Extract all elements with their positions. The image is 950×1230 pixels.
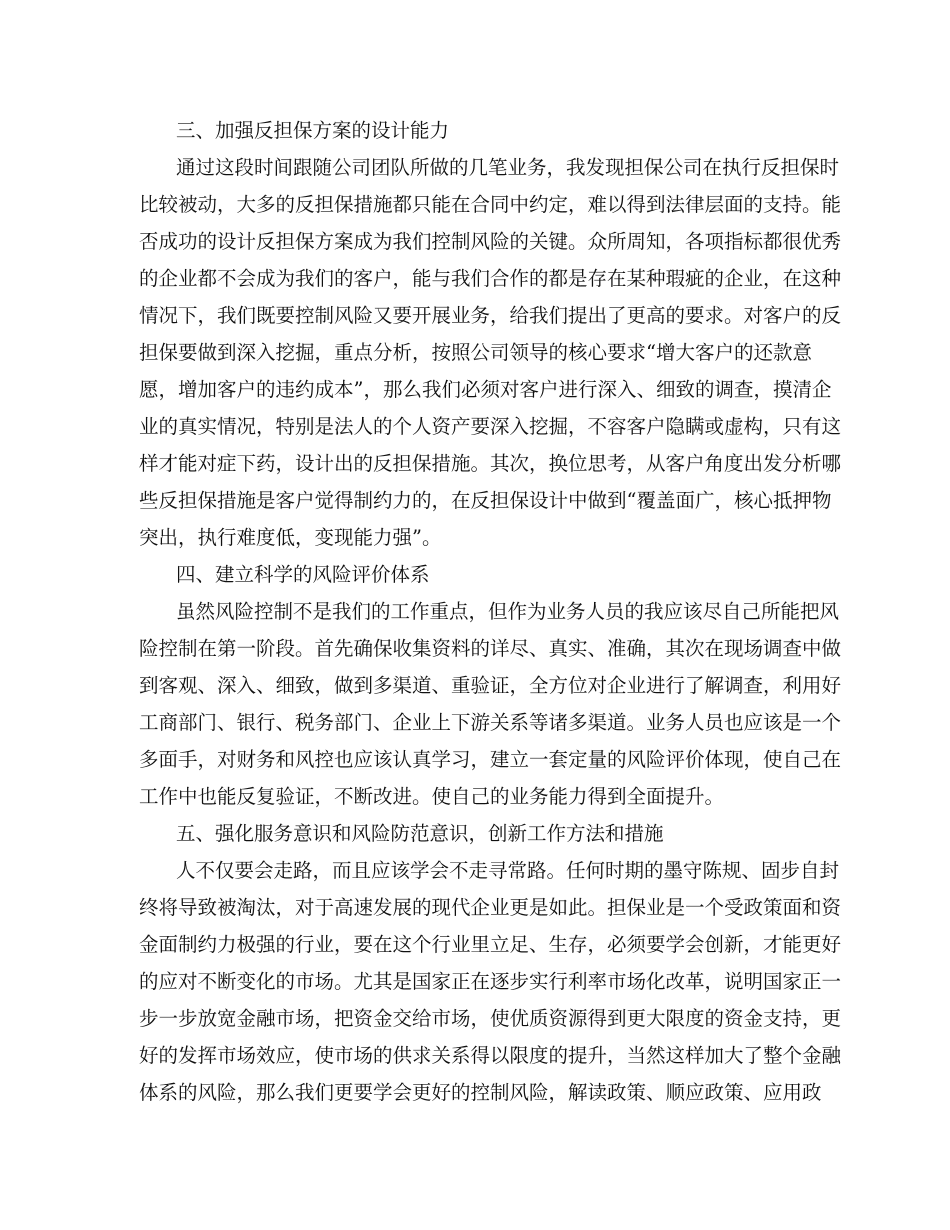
- paragraph-line: 工作中也能反复验证，不断改进。使自己的业务能力得到全面提升。: [139, 785, 725, 808]
- section-heading: 五、强化服务意识和风险防范意识，创新工作方法和措施: [176, 822, 664, 845]
- paragraph-line: 的企业都不会成为我们的客户，能与我们合作的都是存在某种瑕疵的企业，在这种: [139, 267, 842, 290]
- paragraph-line: 金面制约力极强的行业，要在这个行业里立足、生存，必须要学会创新，才能更好: [139, 933, 842, 956]
- paragraph-line: 通过这段时间跟随公司团队所做的几笔业务，我发现担保公司在执行反担保时: [176, 156, 840, 179]
- paragraph-line: 否成功的设计反担保方案成为我们控制风险的关键。众所周知，各项指标都很优秀: [139, 230, 842, 253]
- paragraph-line: 人不仅要会走路，而且应该学会不走寻常路。任何时期的墨守陈规、固步自封: [176, 859, 840, 882]
- paragraph-line: 虽然风险控制不是我们的工作重点，但作为业务人员的我应该尽自己所能把风: [176, 600, 840, 623]
- paragraph-line: 比较被动，大多的反担保措施都只能在合同中约定，难以得到法律层面的支持。能: [139, 193, 842, 216]
- paragraph-line: 突出，执行难度低，变现能力强”。: [139, 526, 442, 549]
- paragraph-line: 担保要做到深入挖掘，重点分析，按照公司领导的核心要求“增大客户的还款意: [139, 341, 812, 364]
- paragraph-line: 些反担保措施是客户觉得制约力的，在反担保设计中做到“覆盖面广，核心抵押物: [139, 489, 832, 512]
- paragraph-line: 多面手，对财务和风控也应该认真学习，建立一套定量的风险评价体现，使自己在: [139, 748, 842, 771]
- paragraph-line: 终将导致被淘汰，对于高速发展的现代企业更是如此。担保业是一个受政策面和资: [139, 896, 842, 919]
- paragraph-line: 业的真实情况，特别是法人的个人资产要深入挖掘，不容客户隐瞒或虚构，只有这: [139, 415, 842, 438]
- paragraph-line: 到客观、深入、细致，做到多渠道、重验证，全方位对企业进行了解调查，利用好: [139, 674, 842, 697]
- paragraph-line: 险控制在第一阶段。首先确保收集资料的详尽、真实、准确，其次在现场调查中做: [139, 637, 842, 660]
- paragraph-line: 步一步放宽金融市场，把资金交给市场，使优质资源得到更大限度的资金支持，更: [139, 1007, 842, 1030]
- paragraph-line: 体系的风险，那么我们更要学会更好的控制风险，解读政策、顺应政策、应用政: [139, 1081, 822, 1104]
- paragraph-line: 的应对不断变化的市场。尤其是国家正在逐步实行利率市场化改革，说明国家正一: [139, 970, 842, 993]
- paragraph-line: 情况下，我们既要控制风险又要开展业务，给我们提出了更高的要求。对客户的反: [139, 304, 842, 327]
- paragraph-line: 样才能对症下药，设计出的反担保措施。其次，换位思考，从客户角度出发分析哪: [139, 452, 842, 475]
- section-heading: 四、建立科学的风险评价体系: [176, 563, 430, 586]
- section-heading: 三、加强反担保方案的设计能力: [176, 119, 450, 142]
- paragraph-line: 工商部门、银行、税务部门、企业上下游关系等诸多渠道。业务人员也应该是一个: [139, 711, 842, 734]
- paragraph-line: 愿，增加客户的违约成本”，那么我们必须对客户进行深入、细致的调查，摸清企: [139, 378, 832, 401]
- paragraph-line: 好的发挥市场效应，使市场的供求关系得以限度的提升，当然这样加大了整个金融: [139, 1044, 842, 1067]
